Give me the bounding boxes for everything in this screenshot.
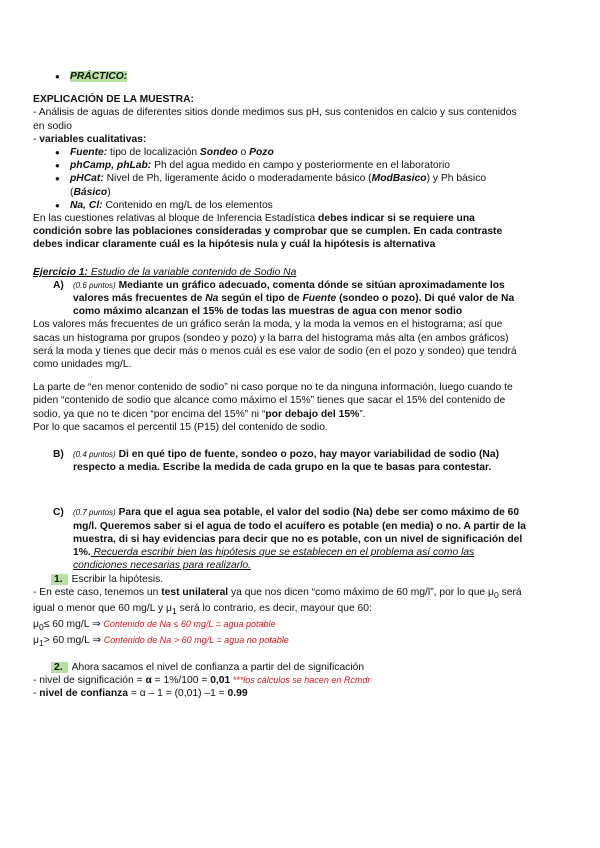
question-b-line2: respecto a media. Escribe la medida de cada grupo en la que te basas para contestar. bbox=[73, 462, 492, 474]
answer-a-6: piden “contenido de sodio que alcance como máximo el 15%” tienes que sacar el 15% del contenido de bbox=[33, 395, 506, 407]
explicacion-text-2: en sodio bbox=[33, 120, 72, 132]
hypothesis-text-2: igual o menor que 60 mg/L y $\mu_1$ será lo contrario, es decir, mayour que 60: bbox=[33, 602, 372, 616]
bullet-phcat: ● pHCat: Nivel de Ph, ligeramente ácido o moderadamente básico (ModBasico) y Ph básico bbox=[33, 172, 567, 185]
answer-a-1: Los valores más frecuentes de un gráfico serán la moda, y la moda la vemos en el histograma; así que bbox=[33, 319, 503, 331]
answer-a-7: sodio, ya que no te dicen “por encima del 15%” ni “por debajo del 15%”. bbox=[33, 408, 366, 420]
answer-a-3: será la moda y tienes que decir más o menos cuál es ese valor de sodio (en el pozo y sondeo) que tendrá bbox=[33, 345, 517, 357]
explicacion-text-1: - Análisis de aguas de diferentes sitios donde medimos sus pH, sus contenidos en calcio y sus contenidos bbox=[33, 107, 517, 119]
bullet-fuente: ● Fuente: tipo de localización Sondeo o Pozo bbox=[33, 146, 567, 159]
practico-label: PRÁCTICO: bbox=[70, 71, 128, 82]
hypothesis-h1: $\mu_1> 60$ mg/L ⇒ Contenido de Na > 60 mg/L = agua no potable bbox=[33, 635, 289, 649]
question-b: B) (0.4 puntos) Di en qué tipo de fuente, sondeo o pozo, hay mayor variabilidad de sodio (Na) bbox=[53, 449, 500, 461]
answer-a-4: como unidades mg/L. bbox=[33, 359, 132, 371]
step-1: 1. Escribir la hipótesis. bbox=[33, 573, 567, 586]
inferencia-text-1: En las cuestiones relativas al bloque de Inferencia Estadística debes indicar si se requiere una bbox=[33, 213, 475, 225]
explicacion-heading: EXPLICACIÓN DE LA MUESTRA: bbox=[33, 94, 194, 106]
question-c-line4: 1%. Recuerda escribir bien las hipótesis que se establecen en el problema así como las bbox=[73, 547, 475, 559]
inferencia-text-3: debes indicar claramente cuál es la hipótesis nula y cuál la hipótesis is alternativa bbox=[33, 239, 436, 251]
practico-heading bbox=[33, 70, 567, 83]
question-c-line2: mg/l. Queremos saber si el agua de todo el acuífero es potable (en media) o no. A partir de la bbox=[73, 520, 526, 532]
inferencia-text-2: condición sobre las poblaciones consideradas y comprobar que se cumplen. En cada contraste bbox=[33, 226, 503, 238]
significance-line: - nivel de significación = α = 1%/100 = 0,01 ***los cálculos se hacen en Rcmdr bbox=[33, 674, 371, 686]
ejercicio-title: Ejercicio 1: Estudio de la variable contenido de Sodio Na bbox=[33, 266, 297, 278]
question-c-line3: muestra, di si hay evidencias para decir que no es potable, con un nivel de significación del bbox=[73, 533, 523, 545]
answer-a-2: sacas un histograma por grupos (sondeo y pozo) y la barra del histograma más alta (en ambos gráficos) bbox=[33, 332, 509, 344]
step-2: 2. Ahora sacamos el nivel de confianza a partir del de significación bbox=[33, 661, 567, 674]
answer-a-5: La parte de “en menor contenido de sodio” ni caso porque no te da ninguna información, luego cuando te bbox=[33, 382, 513, 394]
bullet-phcat-cont: (Básico) bbox=[70, 186, 111, 198]
question-a-line2: valores más frecuentes de Na según el tipo de Fuente (sondeo o pozo). Di qué valor de Na bbox=[73, 293, 515, 305]
question-c-line5: condiciones necesarias para realizarlo. bbox=[73, 560, 252, 572]
question-a: A) (0.6 puntos) Mediante un gráfico adecuado, comenta dónde se sitúan aproximadamente los bbox=[53, 279, 505, 291]
confidence-line: - nivel de confianza = α – 1 = (0,01) –1 = 0.99 bbox=[33, 688, 248, 700]
hypothesis-h0: $\mu_0\le 60$ mg/L ⇒ Contenido de Na ≤ 60 mg/L = agua potable bbox=[33, 619, 276, 633]
document-page bbox=[33, 70, 567, 700]
question-c: C) (0.7 puntos) Para que el agua sea potable, el valor del sodio (Na) debe ser como máximo de 60 bbox=[53, 507, 520, 519]
bullet-na-cl: ● Na, Cl: Contenido en mg/L de los elementos bbox=[33, 199, 567, 212]
variables-heading: - variables cualitativas: bbox=[33, 133, 147, 145]
question-a-line3: como máximo alcanzan el 15% de todas las muestras de agua con menor sodio bbox=[73, 306, 463, 318]
bullet-phcamp: ● phCamp, phLab: Ph del agua medido en campo y posteriormente en el laboratorio bbox=[33, 159, 567, 172]
answer-a-8: Por lo que sacamos el percentil 15 (P15) del contenido de sodio. bbox=[33, 421, 328, 433]
hypothesis-text-1: - En este caso, tenemos un test unilateral ya que nos dicen “como máximo de 60 mg/l”, por lo que $\mu_0$ será bbox=[33, 586, 522, 600]
